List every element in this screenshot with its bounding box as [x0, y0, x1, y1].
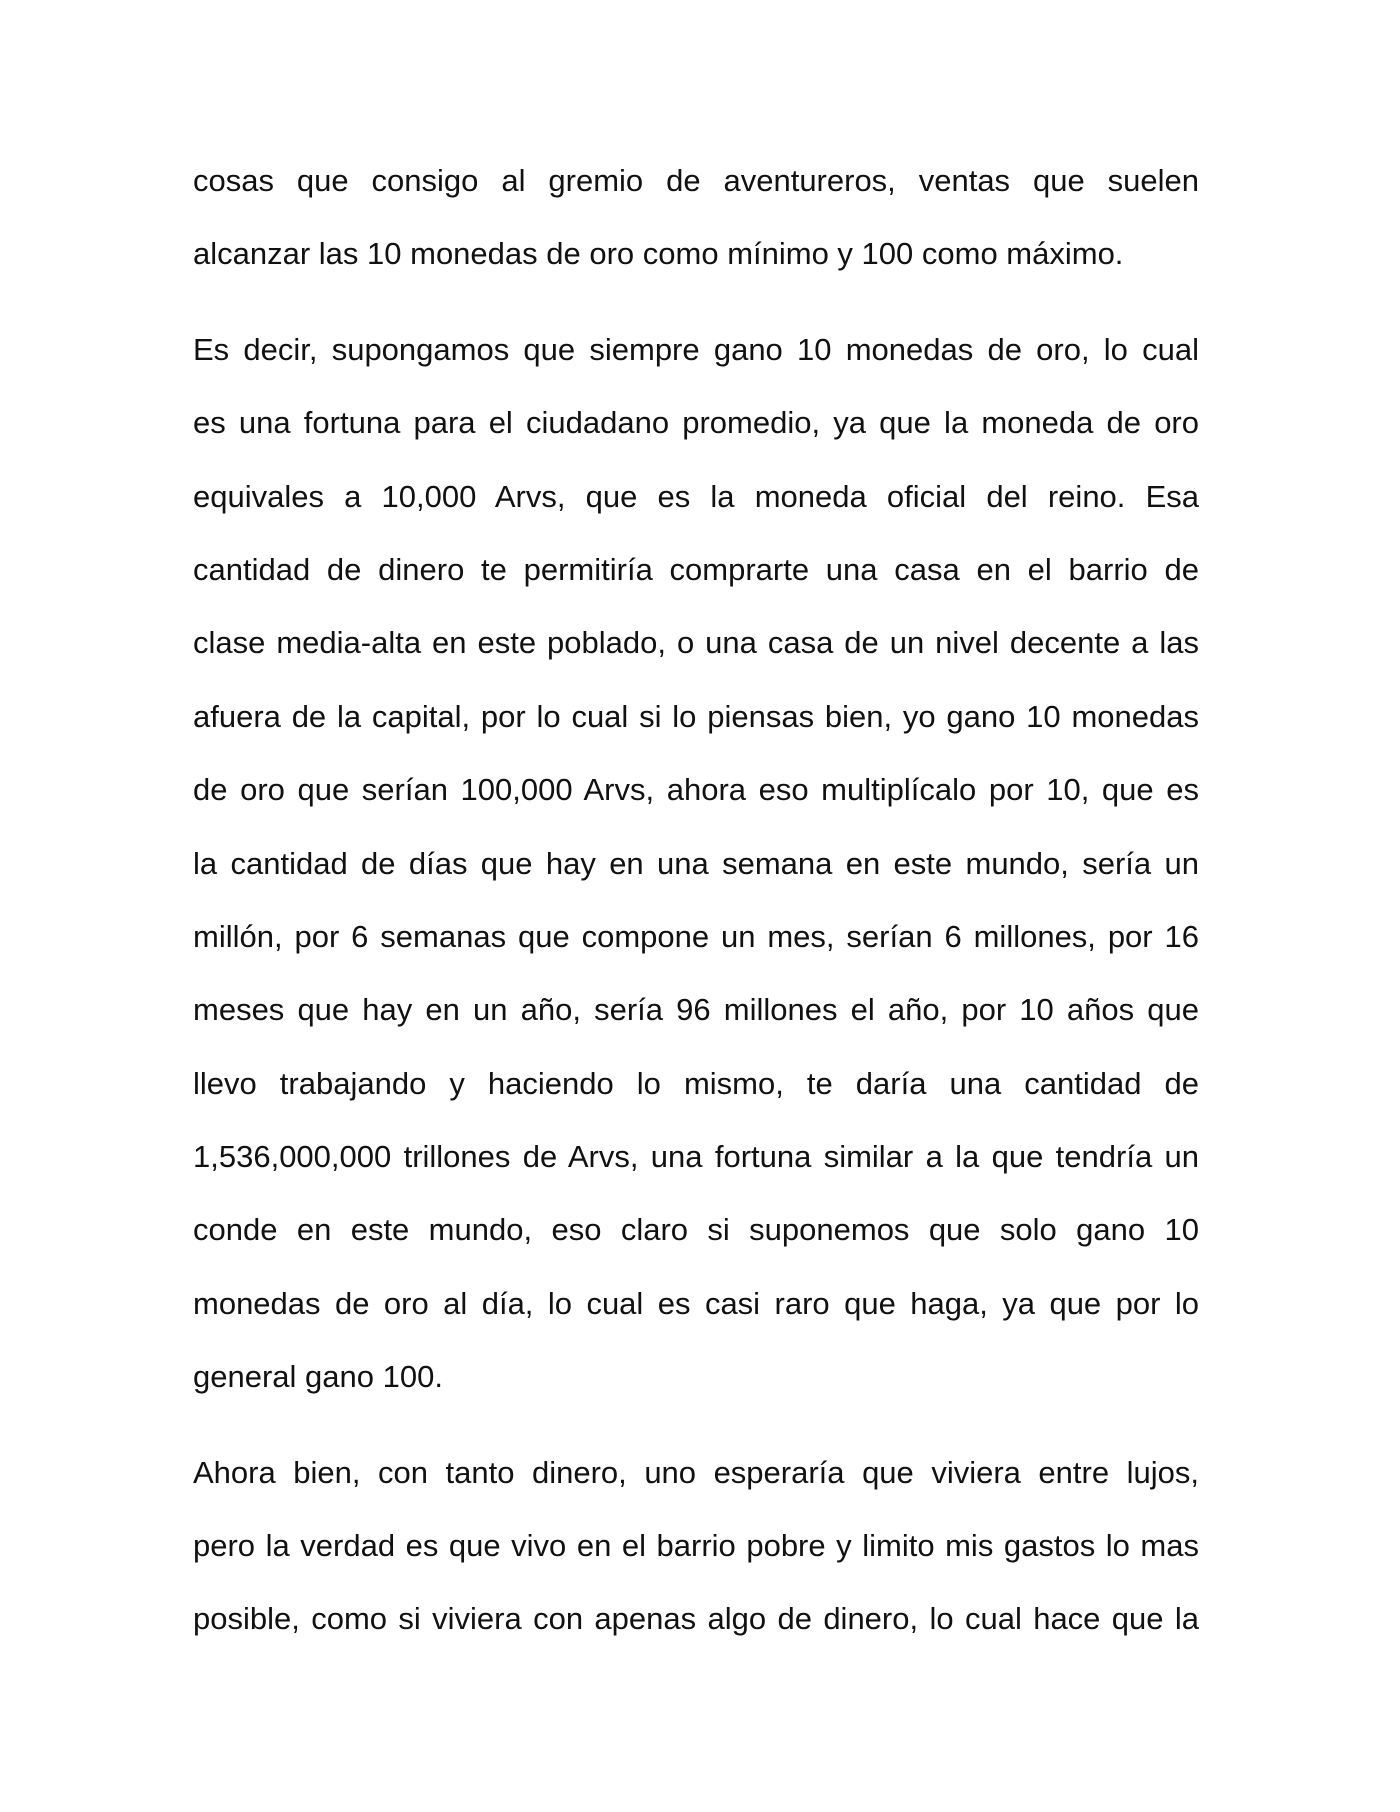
text-line: alcanzar las 10 monedas de oro como mínimo y 100 como máximo.: [193, 236, 1124, 272]
text-line: es una fortuna para el ciudadano promedio, ya que la moneda de oro: [193, 405, 1199, 441]
paragraph-spacer: [193, 1414, 1199, 1436]
text-line: 1,536,000,000 trillones de Arvs, una fortuna similar a la que tendría un: [193, 1139, 1199, 1175]
text-line: cosas que consigo al gremio de aventureros, ventas que suelen: [193, 163, 1199, 198]
text-line: la cantidad de días que hay en una semana en este mundo, sería un: [193, 845, 1199, 881]
text-line: millón, por 6 semanas que compone un mes, serían 6 millones, por 16: [193, 918, 1199, 954]
paragraph-1: [193, 144, 1199, 291]
text-line: meses que hay en un año, sería 96 millones el año, por 10 años que: [193, 992, 1199, 1028]
text-line: afuera de la capital, por lo cual si lo piensas bien, yo gano 10 monedas: [193, 698, 1199, 734]
text-line: monedas de oro al día, lo cual es casi raro que haga, ya que por lo: [193, 1285, 1199, 1321]
text-line: de oro que serían 100,000 Arvs, ahora eso multiplícalo por 10, que es: [193, 772, 1199, 808]
text-line: conde en este mundo, eso claro si suponemos que solo gano 10: [193, 1212, 1199, 1248]
text-line: Es decir, supongamos que siempre gano 10 monedas de oro, lo cual: [193, 331, 1199, 367]
paragraph-2: [193, 313, 1199, 1414]
text-line: posible, como si viviera con apenas algo de dinero, lo cual hace que la: [193, 1601, 1199, 1637]
paragraph-spacer: [193, 291, 1199, 313]
text-column: [193, 144, 1199, 1656]
text-line: general gano 100.: [193, 1359, 443, 1395]
text-line: llevo trabajando y haciendo lo mismo, te daría una cantidad de: [193, 1065, 1199, 1101]
text-line: cantidad de dinero te permitiría comprarte una casa en el barrio de: [193, 551, 1199, 587]
text-line: Ahora bien, con tanto dinero, uno esperaría que viviera entre lujos,: [193, 1454, 1199, 1490]
text-line: clase media-alta en este poblado, o una casa de un nivel decente a las: [193, 625, 1199, 661]
paragraph-3: [193, 1436, 1199, 1656]
text-line: pero la verdad es que vivo en el barrio pobre y limito mis gastos lo mas: [193, 1528, 1199, 1564]
text-line: equivales a 10,000 Arvs, que es la moneda oficial del reino. Esa: [193, 478, 1199, 514]
